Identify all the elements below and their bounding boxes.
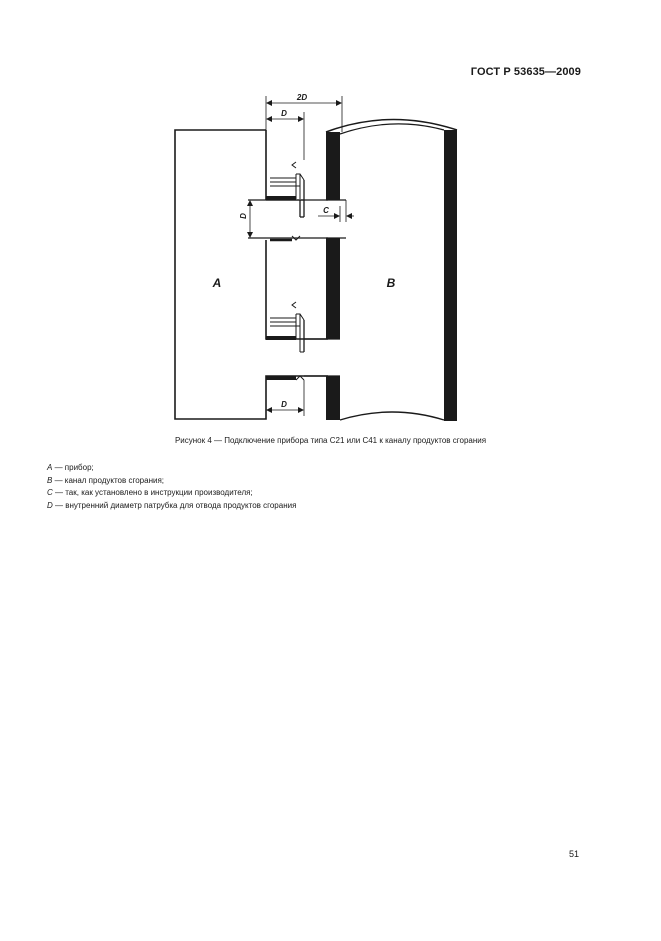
dim-d-top-label: D <box>281 109 287 118</box>
dim-d-side-label: D <box>239 213 248 219</box>
legend-key: A <box>47 463 53 472</box>
legend-text: — канал продуктов сгорания; <box>52 475 165 485</box>
connection-pipe <box>248 200 328 240</box>
flue-channel <box>304 119 457 421</box>
upper-bracket <box>266 162 304 200</box>
legend-text: — внутренний диаметр патрубка для отвода продуктов сгорания <box>52 500 297 510</box>
dim-2d-label: 2D <box>296 93 308 102</box>
page-number: 51 <box>568 849 579 859</box>
document-standard-number: ГОСТ Р 53635—2009 <box>470 66 581 78</box>
appliance-label: A <box>212 276 222 290</box>
legend-key: D <box>47 500 53 510</box>
figure-legend <box>47 462 296 512</box>
dimension-d-top <box>267 112 304 160</box>
figure-caption: Рисунок 4 — Подключение прибора типа C21 или C41 к каналу продуктов сгорания <box>174 436 487 445</box>
legend-item <box>47 475 296 488</box>
legend-text: — прибор; <box>52 463 94 472</box>
dimension-d-bottom <box>267 380 304 416</box>
legend-key: C <box>47 488 53 498</box>
legend-key: B <box>47 475 53 485</box>
legend-text: — так, как установлено в инструкции производителя; <box>52 488 253 498</box>
dim-d-bottom-label: D <box>281 400 287 409</box>
dim-c-label: C <box>323 206 329 215</box>
lower-bracket <box>266 302 304 380</box>
legend-item <box>47 500 296 513</box>
legend-item <box>47 487 296 500</box>
legend-item <box>47 462 296 475</box>
channel-label: B <box>386 276 396 290</box>
